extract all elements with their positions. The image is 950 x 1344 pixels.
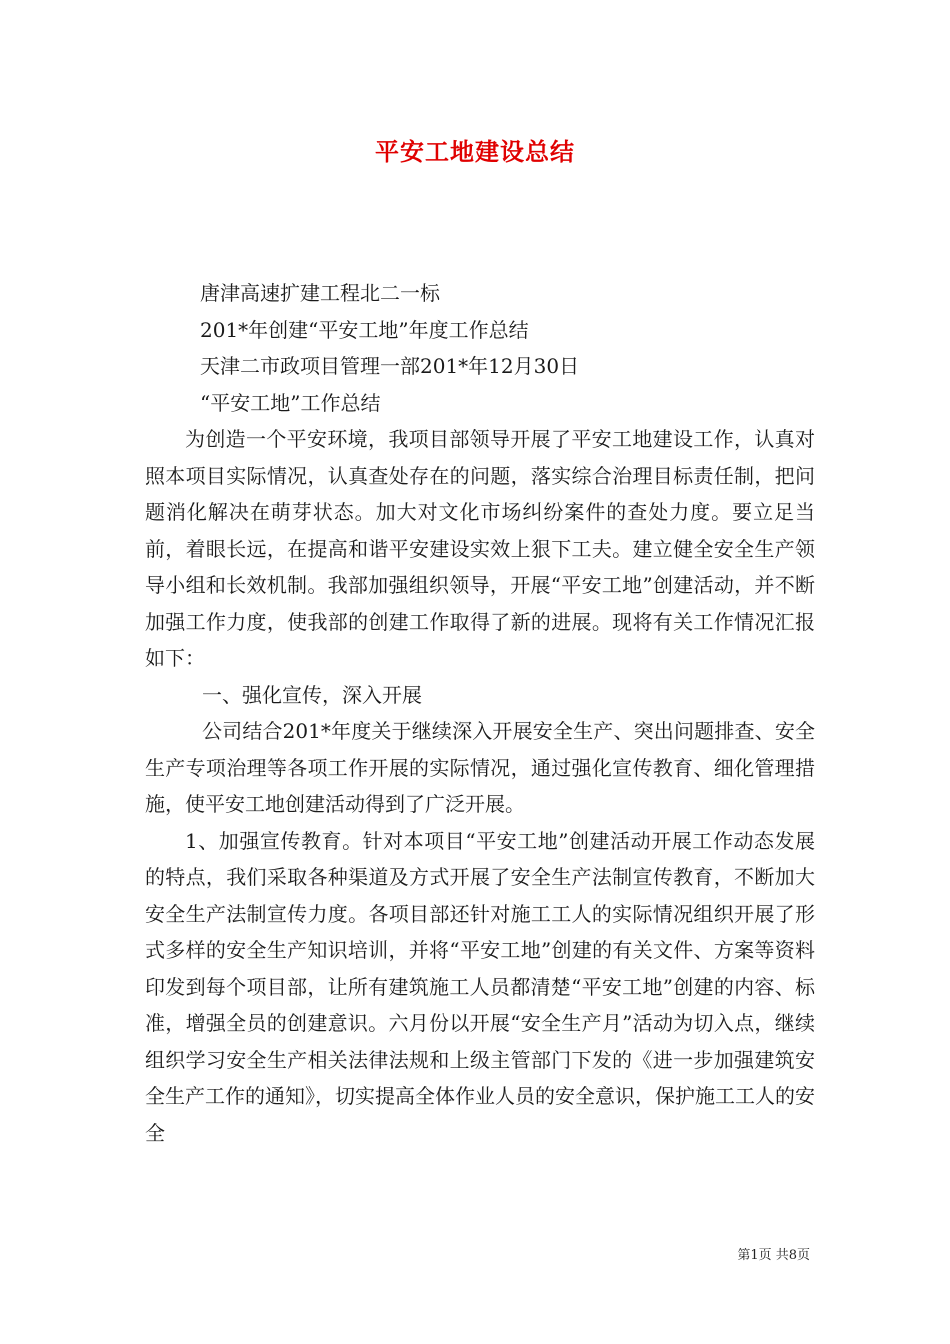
document-body [145, 275, 815, 1151]
paragraph-intro: 为创造一个平安环境，我项目部领导开展了平安工地建设工作，认真对照本项目实际情况，认真查处存在的问题，落实综合治理目标责任制，把问题消化解决在萌芽状态。加大对文化市场纠纷案件的查处力度。要立足当前，着眼长远，在提高和谐平安建设实效上狠下工夫。建立健全安全生产领导小组和长效机制。我部加强组织领导，开展“平安工地”创建活动，并不断加强工作力度，使我部的创建工作取得了新的进展。现将有关工作情况汇报如下： [145, 427, 815, 670]
page-footer: 第1页 共8页 [737, 1248, 810, 1263]
header-line-department-date: 天津二市政项目管理一部201*年12月30日 [200, 354, 580, 378]
section-heading-1: 一、强化宣传，深入开展 [202, 682, 422, 707]
header-line-project: 唐津高速扩建工程北二一标 [200, 281, 440, 305]
header-line-section: “平安工地”工作总结 [200, 390, 381, 415]
document-title: 平安工地建设总结 [375, 137, 575, 166]
paragraph-education: 1、加强宣传教育。针对本项目“平安工地”创建活动开展工作动态发展的特点，我们采取各种渠道及方式开展了安全生产法制宣传教育，不断加大安全生产法制宣传力度。各项目部还针对施工工人的实际情况组织开展了形式多样的安全生产知识培训，并将“平安工地”创建的有关文件、方案等资料印发到每个项目部，让所有建筑施工人员都清楚“平安工地”创建的内容、标准，增强全员的创建意识。六月份以开展“安全生产月”活动为切入点，继续组织学习安全生产相关法律法规和上级主管部门下发的《进一步加强建筑安全生产工作的通知》，切实提高全体作业人员的安全意识，保护施工工人的安全 [145, 828, 815, 1145]
paragraph-company: 公司结合201*年度关于继续深入开展安全生产、突出问题排查、安全生产专项治理等各项工作开展的实际情况，通过强化宣传教育、细化管理措施，使平安工地创建活动得到了广泛开展。 [145, 719, 815, 816]
header-line-summary-title: 201*年创建“平安工地”年度工作总结 [200, 317, 529, 342]
